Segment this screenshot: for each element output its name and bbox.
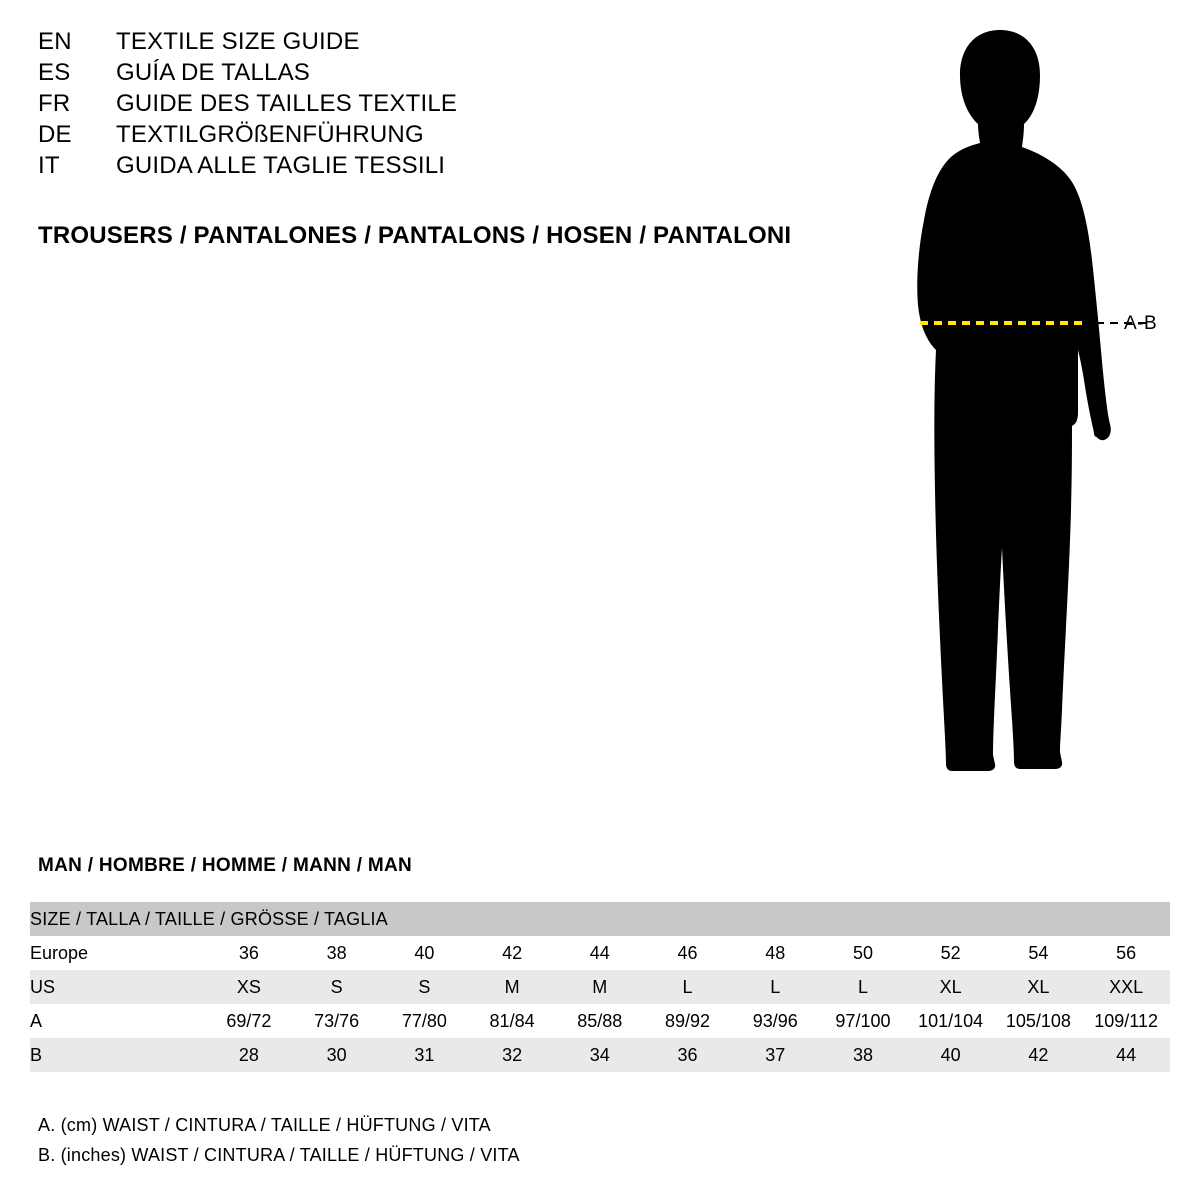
table-cell: 37 xyxy=(731,1038,819,1072)
language-row xyxy=(38,121,798,152)
table-header-cell: SIZE / TALLA / TAILLE / GRÖSSE / TAGLIA xyxy=(30,902,1170,936)
row-label-b: B xyxy=(30,1038,205,1072)
table-cell: M xyxy=(468,970,556,1004)
footnotes-block xyxy=(38,1110,520,1170)
table-row xyxy=(30,936,1170,970)
table-cell: 46 xyxy=(644,936,732,970)
language-title-block xyxy=(38,28,798,183)
table-cell: 105/108 xyxy=(995,1004,1083,1038)
table-cell: 32 xyxy=(468,1038,556,1072)
table-cell: 56 xyxy=(1082,936,1170,970)
table-cell: S xyxy=(381,970,469,1004)
table-row xyxy=(30,970,1170,1004)
footnote-a: A. (cm) WAIST / CINTURA / TAILLE / HÜFTUNG / VITA xyxy=(38,1115,491,1135)
silhouette-body-shape xyxy=(917,30,1111,771)
row-label-europe: Europe xyxy=(30,936,205,970)
language-title: GUIDA ALLE TAGLIE TESSILI xyxy=(116,152,446,179)
language-row xyxy=(38,59,798,90)
table-header-row xyxy=(30,902,1170,936)
table-cell: 77/80 xyxy=(381,1004,469,1038)
table-cell: XL xyxy=(995,970,1083,1004)
table-cell: 36 xyxy=(205,936,293,970)
table-cell: 30 xyxy=(293,1038,381,1072)
table-cell: 81/84 xyxy=(468,1004,556,1038)
language-code: IT xyxy=(38,152,60,179)
section-label-man: MAN / HOMBRE / HOMME / MANN / MAN xyxy=(38,855,413,876)
size-table xyxy=(30,902,1170,1072)
table-cell: 93/96 xyxy=(731,1004,819,1038)
table-cell: 89/92 xyxy=(644,1004,732,1038)
garment-type-title: TROUSERS / PANTALONES / PANTALONS / HOSEN / PANTALONI xyxy=(38,222,792,249)
table-cell: 38 xyxy=(819,1038,907,1072)
table-cell: 54 xyxy=(995,936,1083,970)
language-code: ES xyxy=(38,59,71,86)
table-cell: 31 xyxy=(381,1038,469,1072)
language-code: EN xyxy=(38,28,72,55)
table-cell: 36 xyxy=(644,1038,732,1072)
table-cell: 50 xyxy=(819,936,907,970)
table-cell: 85/88 xyxy=(556,1004,644,1038)
table-row xyxy=(30,1004,1170,1038)
table-cell: 42 xyxy=(995,1038,1083,1072)
table-cell: L xyxy=(731,970,819,1004)
table-cell: 48 xyxy=(731,936,819,970)
table-cell: M xyxy=(556,970,644,1004)
table-cell: XL xyxy=(907,970,995,1004)
table-cell: 28 xyxy=(205,1038,293,1072)
language-title: TEXTILGRÖßENFÜHRUNG xyxy=(116,121,424,148)
table-cell: 42 xyxy=(468,936,556,970)
language-row xyxy=(38,28,798,59)
table-cell: 101/104 xyxy=(907,1004,995,1038)
size-table-container xyxy=(30,902,1170,1072)
language-code: DE xyxy=(38,121,72,148)
table-cell: 40 xyxy=(907,1038,995,1072)
table-cell: 40 xyxy=(381,936,469,970)
table-cell: 44 xyxy=(1082,1038,1170,1072)
table-cell: XS xyxy=(205,970,293,1004)
language-title: GUÍA DE TALLAS xyxy=(116,59,310,86)
table-row xyxy=(30,1038,1170,1072)
measure-label-ab: A-B xyxy=(1124,313,1158,334)
language-title: GUIDE DES TAILLES TEXTILE xyxy=(116,90,458,117)
language-code: FR xyxy=(38,90,71,117)
table-cell: 97/100 xyxy=(819,1004,907,1038)
table-cell: 44 xyxy=(556,936,644,970)
row-label-a: A xyxy=(30,1004,205,1038)
row-label-us: US xyxy=(30,970,205,1004)
table-cell: S xyxy=(293,970,381,1004)
table-cell: 109/112 xyxy=(1082,1004,1170,1038)
table-cell: L xyxy=(644,970,732,1004)
table-cell: XXL xyxy=(1082,970,1170,1004)
table-cell: 34 xyxy=(556,1038,644,1072)
table-cell: 73/76 xyxy=(293,1004,381,1038)
table-cell: 69/72 xyxy=(205,1004,293,1038)
table-cell: 52 xyxy=(907,936,995,970)
language-row xyxy=(38,90,798,121)
footnote-b: B. (inches) WAIST / CINTURA / TAILLE / HÜFTUNG / VITA xyxy=(38,1145,520,1165)
man-silhouette-figure xyxy=(810,20,1190,800)
language-row xyxy=(38,152,798,183)
table-cell: 38 xyxy=(293,936,381,970)
table-cell: L xyxy=(819,970,907,1004)
language-title: TEXTILE SIZE GUIDE xyxy=(116,28,360,55)
